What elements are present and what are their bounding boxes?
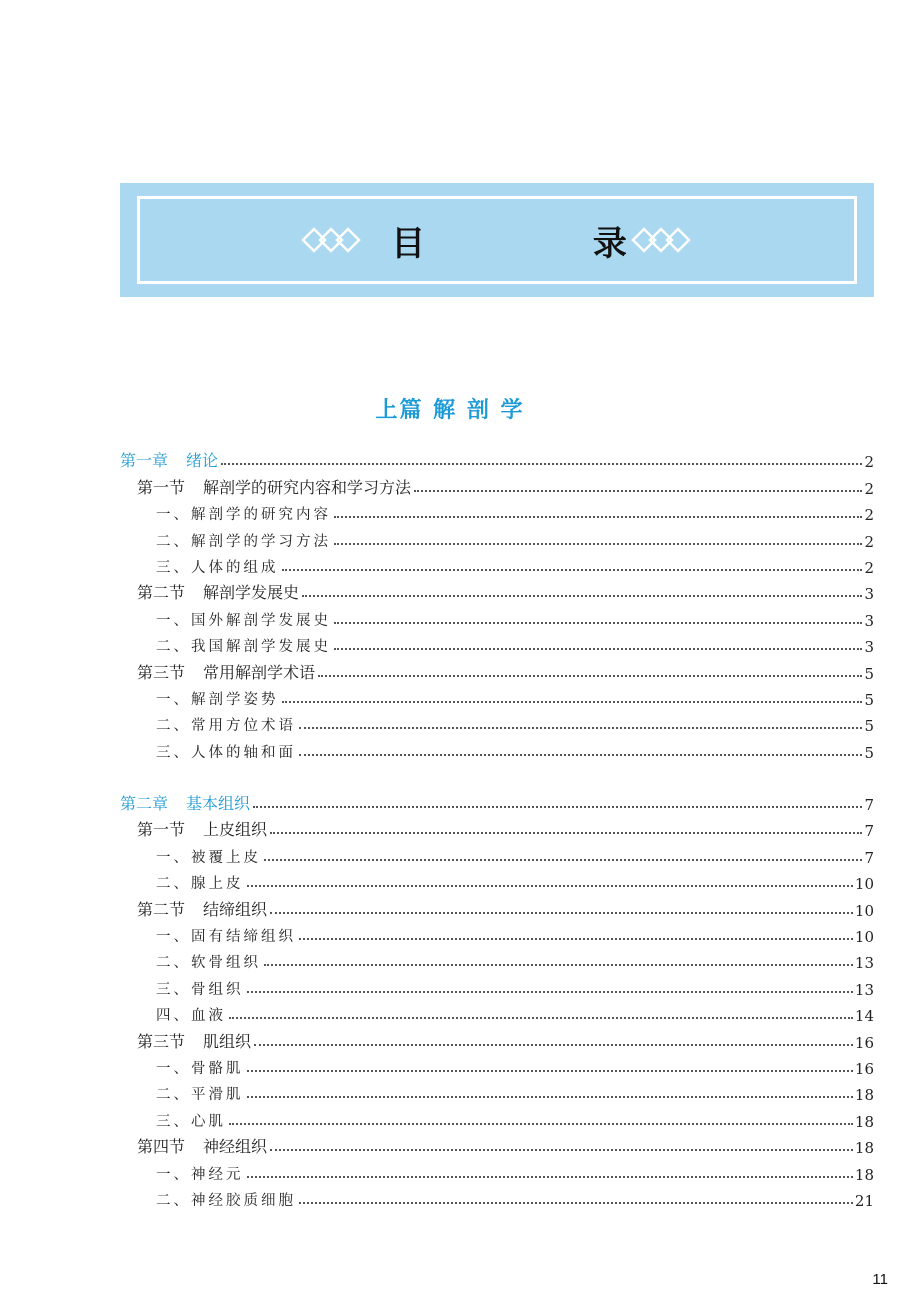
toc-item-row[interactable] bbox=[120, 1104, 874, 1130]
toc-item-row[interactable] bbox=[120, 630, 874, 656]
toc-entry-number: 第二章 bbox=[120, 794, 169, 814]
title-banner-frame bbox=[137, 196, 857, 284]
toc-item-row[interactable] bbox=[120, 999, 874, 1025]
page-title: 目 录 bbox=[391, 223, 705, 264]
dot-leader bbox=[302, 595, 862, 597]
toc-page-number: 7 bbox=[864, 822, 874, 841]
toc-entry-label bbox=[137, 897, 267, 920]
toc-section-row[interactable] bbox=[120, 1131, 874, 1157]
toc-page-number: 18 bbox=[854, 1139, 874, 1158]
dot-leader bbox=[318, 675, 862, 677]
toc-entry-title: 上皮组织 bbox=[203, 820, 268, 840]
toc-page-number: 5 bbox=[864, 664, 874, 683]
table-of-contents bbox=[120, 445, 874, 1210]
toc-page-number: 5 bbox=[864, 743, 874, 762]
toc-entry-title: 三、人体的组成 bbox=[156, 559, 279, 576]
toc-entry-title: 绪论 bbox=[186, 451, 219, 471]
dot-leader bbox=[247, 1096, 853, 1098]
dot-leader bbox=[221, 463, 862, 465]
toc-entry-title: 常用解剖学术语 bbox=[203, 662, 316, 682]
dot-leader bbox=[299, 754, 862, 756]
dot-leader bbox=[334, 516, 862, 518]
toc-entry-number: 第二节 bbox=[137, 899, 186, 919]
toc-page-number: 3 bbox=[864, 638, 874, 657]
toc-page-number: 18 bbox=[854, 1086, 874, 1105]
dot-leader bbox=[253, 806, 862, 808]
toc-item-row[interactable] bbox=[120, 1184, 874, 1210]
toc-entry-number: 第三节 bbox=[137, 1031, 186, 1051]
dot-leader bbox=[270, 912, 853, 914]
toc-entry-label bbox=[137, 817, 267, 840]
dot-leader bbox=[334, 622, 862, 624]
toc-entry-title: 一、解剖学姿势 bbox=[156, 691, 279, 708]
diamond-ornament-right-icon bbox=[631, 227, 693, 253]
toc-entry-number: 第四节 bbox=[137, 1137, 186, 1157]
toc-entry-label bbox=[137, 660, 315, 683]
toc-entry-number: 第三节 bbox=[137, 662, 186, 682]
dot-leader bbox=[414, 490, 862, 492]
toc-item-row[interactable] bbox=[120, 1157, 874, 1183]
toc-page-number: 16 bbox=[854, 1033, 874, 1052]
toc-item-row[interactable] bbox=[120, 683, 874, 709]
toc-page-number: 18 bbox=[854, 1112, 874, 1131]
toc-entry-title: 二、神经胶质细胞 bbox=[156, 1192, 296, 1209]
toc-page-number: 2 bbox=[864, 532, 874, 551]
toc-item-row[interactable] bbox=[120, 524, 874, 550]
toc-item-row[interactable] bbox=[120, 709, 874, 735]
toc-page-number: 7 bbox=[864, 848, 874, 867]
toc-entry-title: 三、人体的轴和面 bbox=[156, 744, 296, 761]
toc-entry-title: 四、血液 bbox=[156, 1008, 226, 1025]
toc-page-number: 13 bbox=[854, 980, 874, 999]
toc-entry-title: 二、平滑肌 bbox=[156, 1087, 244, 1104]
toc-page-number: 10 bbox=[854, 901, 874, 920]
toc-entry-title: 基本组织 bbox=[186, 794, 251, 814]
toc-page-number: 3 bbox=[864, 611, 874, 630]
toc-page-number: 5 bbox=[864, 717, 874, 736]
dot-leader bbox=[334, 648, 862, 650]
toc-entry-title: 结缔组织 bbox=[203, 899, 268, 919]
toc-section-row[interactable] bbox=[120, 1025, 874, 1051]
toc-entry-label bbox=[137, 1134, 267, 1157]
dot-leader bbox=[282, 569, 863, 571]
toc-section-row[interactable] bbox=[120, 471, 874, 497]
toc-item-row[interactable] bbox=[120, 1052, 874, 1078]
toc-entry-title: 二、常用方位术语 bbox=[156, 718, 296, 735]
dot-leader bbox=[299, 727, 862, 729]
toc-entry-number: 第一章 bbox=[120, 451, 169, 471]
dot-leader bbox=[264, 964, 853, 966]
toc-page-number: 10 bbox=[854, 928, 874, 947]
toc-item-row[interactable] bbox=[120, 946, 874, 972]
toc-item-row[interactable] bbox=[120, 551, 874, 577]
toc-page-number: 5 bbox=[864, 690, 874, 709]
dot-leader bbox=[247, 1070, 853, 1072]
toc-entry-title: 神经组织 bbox=[203, 1137, 268, 1157]
toc-item-row[interactable] bbox=[120, 1078, 874, 1104]
toc-spacer bbox=[120, 762, 874, 788]
toc-section-row[interactable] bbox=[120, 893, 874, 919]
toc-entry-title: 肌组织 bbox=[203, 1031, 252, 1051]
toc-entry-title: 二、软骨组织 bbox=[156, 955, 261, 972]
dot-leader bbox=[247, 991, 853, 993]
toc-entry-label bbox=[120, 448, 218, 471]
toc-item-row[interactable] bbox=[120, 972, 874, 998]
diamond-ornament-left-icon bbox=[301, 227, 363, 253]
dot-leader bbox=[282, 701, 863, 703]
toc-entry-title: 一、被覆上皮 bbox=[156, 849, 261, 866]
toc-entry-title: 解剖学的研究内容和学习方法 bbox=[203, 477, 412, 497]
toc-entry-title: 一、神经元 bbox=[156, 1166, 244, 1183]
dot-leader bbox=[247, 885, 853, 887]
title-banner bbox=[120, 183, 874, 297]
toc-entry-number: 第一节 bbox=[137, 820, 186, 840]
toc-chapter-row[interactable] bbox=[120, 788, 874, 814]
toc-section-row[interactable] bbox=[120, 814, 874, 840]
toc-page-number: 16 bbox=[854, 1059, 874, 1078]
dot-leader bbox=[270, 832, 862, 834]
toc-entry-label bbox=[137, 580, 299, 603]
toc-chapter-row[interactable] bbox=[120, 445, 874, 471]
toc-entry-title: 一、固有结缔组织 bbox=[156, 929, 296, 946]
toc-item-row[interactable] bbox=[120, 920, 874, 946]
dot-leader bbox=[247, 1176, 853, 1178]
toc-item-row[interactable] bbox=[120, 603, 874, 629]
toc-page-number: 2 bbox=[864, 506, 874, 525]
toc-item-row[interactable] bbox=[120, 498, 874, 524]
dot-leader bbox=[254, 1044, 853, 1046]
toc-entry-title: 三、骨组织 bbox=[156, 981, 244, 998]
toc-page-number: 21 bbox=[854, 1191, 874, 1210]
toc-entry-number: 第一节 bbox=[137, 477, 186, 497]
toc-page-number: 2 bbox=[864, 558, 874, 577]
dot-leader bbox=[264, 859, 862, 861]
toc-page-number: 3 bbox=[864, 585, 874, 604]
dot-leader bbox=[299, 938, 853, 940]
toc-entry-title: 一、骨骼肌 bbox=[156, 1060, 244, 1077]
toc-entry-title: 二、我国解剖学发展史 bbox=[156, 639, 331, 656]
dot-leader bbox=[270, 1149, 853, 1151]
toc-entry-title: 一、解剖学的研究内容 bbox=[156, 507, 331, 524]
toc-entry-label bbox=[120, 791, 250, 814]
toc-item-row[interactable] bbox=[120, 840, 874, 866]
toc-entry-number: 第二节 bbox=[137, 583, 186, 603]
toc-entry-title: 二、解剖学的学习方法 bbox=[156, 533, 331, 550]
part-title: 上篇 解 剖 学 bbox=[375, 398, 525, 423]
dot-leader bbox=[229, 1017, 853, 1019]
toc-section-row[interactable] bbox=[120, 656, 874, 682]
toc-entry-title: 一、国外解剖学发展史 bbox=[156, 612, 331, 629]
toc-page-number: 7 bbox=[864, 796, 874, 815]
toc-section-row[interactable] bbox=[120, 577, 874, 603]
toc-page-number: 10 bbox=[854, 875, 874, 894]
toc-entry-label bbox=[137, 1029, 251, 1052]
dot-leader bbox=[299, 1202, 853, 1204]
toc-page-number: 2 bbox=[864, 453, 874, 472]
toc-page-number: 18 bbox=[854, 1165, 874, 1184]
toc-entry-title: 三、心肌 bbox=[156, 1113, 226, 1130]
toc-item-row[interactable] bbox=[120, 867, 874, 893]
toc-entry-label bbox=[137, 475, 411, 498]
toc-page-number: 13 bbox=[854, 954, 874, 973]
page-number: 11 bbox=[872, 1271, 888, 1288]
toc-page-number: 14 bbox=[854, 1007, 874, 1026]
toc-entry-title: 解剖学发展史 bbox=[203, 583, 300, 603]
toc-entry-title: 二、腺上皮 bbox=[156, 876, 244, 893]
dot-leader bbox=[229, 1123, 853, 1125]
toc-item-row[interactable] bbox=[120, 735, 874, 761]
dot-leader bbox=[334, 543, 862, 545]
toc-page-number: 2 bbox=[864, 479, 874, 498]
